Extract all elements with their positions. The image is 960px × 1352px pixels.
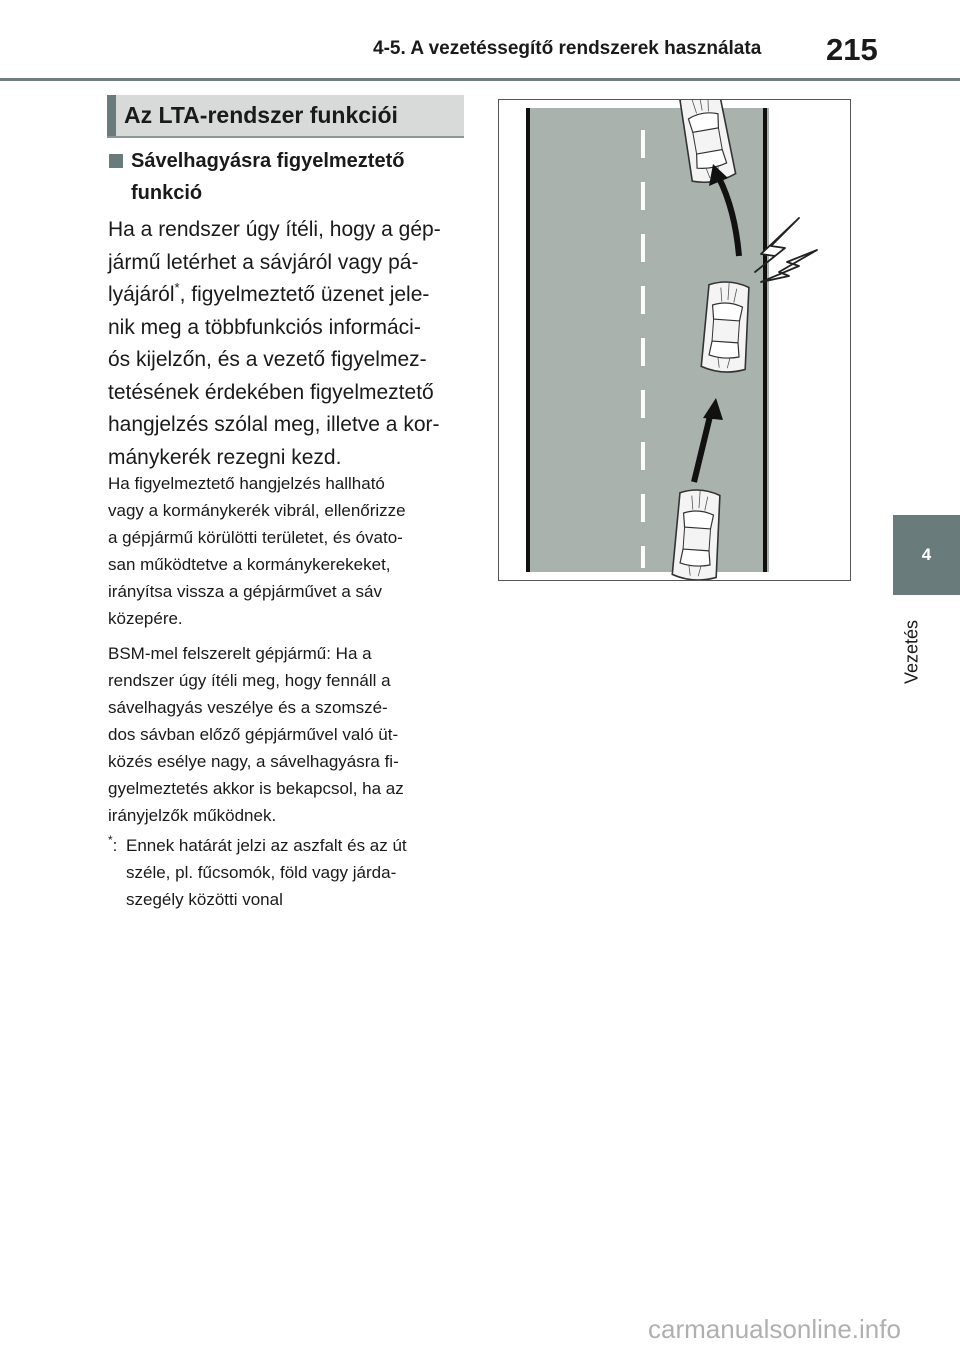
- main-paragraph-line: jármű letérhet a sávjáról vagy pá-: [108, 250, 419, 274]
- car-icon: [701, 281, 751, 374]
- note-line: a gépjármű körülötti területet, és óvato-: [108, 528, 403, 547]
- note-line: irányjelzők működnek.: [108, 806, 277, 825]
- note-line: sávelhagyás veszélye és a szomszé-: [108, 698, 388, 717]
- running-header-title: 4-5. A vezetéssegítő rendszerek használata: [373, 38, 762, 59]
- footnote-marker: *: [174, 280, 180, 295]
- page-number: 215: [826, 32, 878, 67]
- note-line: san működtetve a kormánykerekeket,: [108, 555, 391, 574]
- subsection-heading: [131, 145, 461, 209]
- main-paragraph-line: mánykerék rezegni kezd.: [108, 445, 342, 469]
- footnote-line: Ennek határát jelzi az aszfalt és az út: [126, 836, 407, 855]
- main-paragraph-fragment: lyájáról: [108, 283, 175, 306]
- left-edge-line: [526, 108, 530, 572]
- footnote-label: [108, 832, 117, 859]
- main-paragraph-fragment: , figyelmeztető üzenet jele-: [179, 283, 430, 306]
- header-rule: [0, 78, 960, 81]
- footnote-line: széle, pl. fűcsomók, föld vagy járda-: [126, 863, 397, 882]
- note-line: vagy a kormánykerék vibrál, ellenőrizze: [108, 501, 406, 520]
- lane-departure-illustration: [498, 99, 851, 581]
- main-paragraph-line: Ha a rendszer úgy ítéli, hogy a gép-: [108, 218, 441, 241]
- subsection-heading-line: Sávelhagyásra figyelmeztető: [131, 150, 405, 172]
- note-line: irányítsa vissza a gépjárművet a sáv: [108, 582, 383, 601]
- note-paragraph-2: [108, 640, 468, 829]
- section-heading-bar: [107, 95, 116, 136]
- chapter-number: 4: [921, 545, 932, 564]
- section-heading-box: [107, 95, 464, 138]
- right-edge-line: [763, 108, 767, 572]
- main-paragraph-line: tetésének érdekében figyelmeztető: [108, 380, 434, 404]
- main-paragraph-line: ós kijelzőn, és a vezető figyelmez-: [108, 348, 427, 371]
- chapter-label: Vezetés: [901, 619, 922, 685]
- car-icon: [672, 489, 722, 580]
- subsection-square-icon: [109, 154, 123, 168]
- note-paragraph-1: [108, 470, 468, 632]
- note-line: BSM-mel felszerelt gépjármű: Ha a: [108, 644, 372, 663]
- note-line: dos sávban előző gépjárművel való üt-: [108, 725, 399, 744]
- note-line: közés esélye nagy, a sávelhagyásra fi-: [108, 752, 399, 771]
- note-line: közepére.: [108, 609, 183, 628]
- footnote-text: [126, 832, 466, 913]
- chapter-tab: [893, 515, 960, 595]
- main-paragraph-line: [108, 279, 468, 312]
- note-line: Ha figyelmeztető hangjelzés hallható: [108, 474, 385, 493]
- lane-dashes: [641, 130, 645, 568]
- footnote-colon: :: [112, 836, 118, 855]
- road-diagram: [499, 100, 850, 580]
- note-line: rendszer úgy ítéli meg, hogy fennáll a: [108, 671, 391, 690]
- footnote-line: szegély közötti vonal: [126, 890, 283, 909]
- main-paragraph-line: nik meg a többfunkciós informáci-: [108, 315, 421, 339]
- section-heading: Az LTA-rendszer funkciói: [124, 102, 398, 128]
- main-paragraph: [108, 214, 468, 474]
- main-paragraph-line: hangjelzés szólal meg, illetve a kor-: [108, 413, 440, 436]
- subsection-heading-line: funkció: [131, 182, 203, 204]
- footnote-asterisk: *: [108, 833, 113, 847]
- note-line: gyelmeztetés akkor is bekapcsol, ha az: [108, 779, 404, 798]
- watermark: carmanualsonline.info: [648, 1314, 901, 1344]
